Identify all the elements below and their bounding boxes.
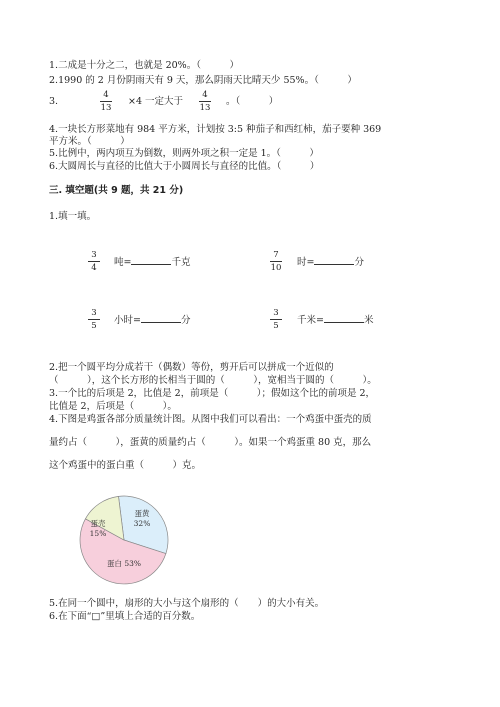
fraction bbox=[268, 250, 284, 273]
fraction bbox=[98, 90, 114, 113]
fill-q6: 6.在下面“□”里填上合适的百分数。 bbox=[49, 611, 201, 622]
unit-to: 千克 bbox=[171, 257, 191, 268]
numerator: 3 bbox=[91, 250, 97, 260]
answer-blank[interactable] bbox=[314, 255, 354, 265]
pie-label-yolk-name: 蛋黄 bbox=[134, 509, 150, 518]
judge-q6: 6.大圆周长与直径的比值大于小圆周长与直径的比值。（ ） bbox=[49, 161, 320, 172]
judge-q3-mid: ×4 一定大于 bbox=[128, 96, 184, 107]
numerator: 3 bbox=[273, 308, 279, 318]
unit-from: 时= bbox=[297, 257, 315, 268]
answer-blank[interactable] bbox=[141, 313, 181, 323]
pie-label-white: 蛋白 53% bbox=[106, 559, 142, 568]
numerator: 3 bbox=[91, 308, 97, 318]
unit-to: 米 bbox=[363, 315, 374, 326]
fill-q5: 5.在同一个圆中，扇形的大小与这个扇形的（ ）的大小有关。 bbox=[49, 598, 325, 609]
fraction bbox=[268, 308, 284, 331]
denominator: 4 bbox=[91, 263, 97, 273]
judge-q4-line1: 4.一块长方形菜地有 984 平方米，计划按 3:5 种茄子和西红柿，茄子要种 369 bbox=[49, 124, 382, 135]
fill-q2-line2: （ ），这个长方形的长相当于圆的（ ），宽相当于圆的（ ）。 bbox=[49, 375, 377, 386]
numerator: 4 bbox=[202, 90, 208, 100]
unit-to: 分 bbox=[354, 257, 364, 268]
denominator: 13 bbox=[199, 103, 211, 113]
numerator: 7 bbox=[273, 250, 279, 260]
fill-q1: 1.填一填。 bbox=[49, 211, 97, 222]
denominator: 13 bbox=[100, 103, 112, 113]
judge-q4-line2: 平方米。（ ） bbox=[49, 136, 130, 147]
conversion-item bbox=[297, 255, 364, 269]
numerator: 4 bbox=[103, 90, 109, 100]
conversion-item bbox=[114, 255, 190, 269]
unit-from: 吨= bbox=[114, 257, 132, 268]
fill-q4-line3: 这个鸡蛋中的蛋白重（ ）克。 bbox=[49, 460, 202, 471]
judge-q1: 1.二成是十分之二，也就是 20%。（ ） bbox=[49, 60, 239, 71]
denominator: 5 bbox=[91, 321, 97, 331]
fraction bbox=[86, 250, 102, 273]
answer-blank[interactable] bbox=[131, 255, 171, 265]
fill-q4-line2: 量约占（ ），蛋黄的质量约占（ ）。如果一个鸡蛋重 80 克，那么 bbox=[49, 437, 372, 448]
fraction bbox=[197, 90, 213, 113]
fill-q2-line1: 2.把一个圆平均分成若干（偶数）等份，剪开后可以拼成一个近似的 bbox=[49, 362, 334, 373]
judge-q2: 2.1990 的 2 月份阴雨天有 9 天，那么阴雨天比晴天少 55%。（ ） bbox=[49, 75, 357, 86]
judge-q3-num: 3. bbox=[49, 96, 59, 107]
denominator: 5 bbox=[273, 321, 279, 331]
pie-label-shell-name: 蛋壳 bbox=[90, 519, 106, 528]
conversion-item bbox=[297, 313, 373, 327]
fill-q3-line2: 比值是 2，后项是（ ）。 bbox=[49, 401, 177, 412]
section-title: 三. 填空题(共 9 题，共 21 分) bbox=[49, 185, 184, 196]
pie-label-shell-value: 15% bbox=[89, 529, 107, 538]
denominator: 10 bbox=[270, 263, 282, 273]
unit-to: 分 bbox=[180, 315, 191, 326]
judge-q3-tail: 。（ ） bbox=[226, 96, 279, 107]
unit-from: 千米= bbox=[297, 315, 324, 326]
judge-q5: 5.比例中，两内项互为倒数，则两外项之积一定是 1。（ ） bbox=[49, 148, 319, 159]
egg-composition-pie-chart bbox=[64, 486, 184, 596]
fill-q3-line1: 3.一个比的后项是 2，比值是 2，前项是（ ）；假如这个比的前项是 2， bbox=[49, 388, 376, 399]
conversion-item bbox=[114, 313, 190, 327]
answer-blank[interactable] bbox=[324, 313, 364, 323]
fill-q4-line1: 4.下图是鸡蛋各部分质量统计图。从图中我们可以看出：一个鸡蛋中蛋壳的质 bbox=[49, 414, 372, 425]
pie-label-yolk-value: 32% bbox=[133, 519, 151, 528]
fraction bbox=[86, 308, 102, 331]
unit-from: 小时= bbox=[114, 315, 141, 326]
